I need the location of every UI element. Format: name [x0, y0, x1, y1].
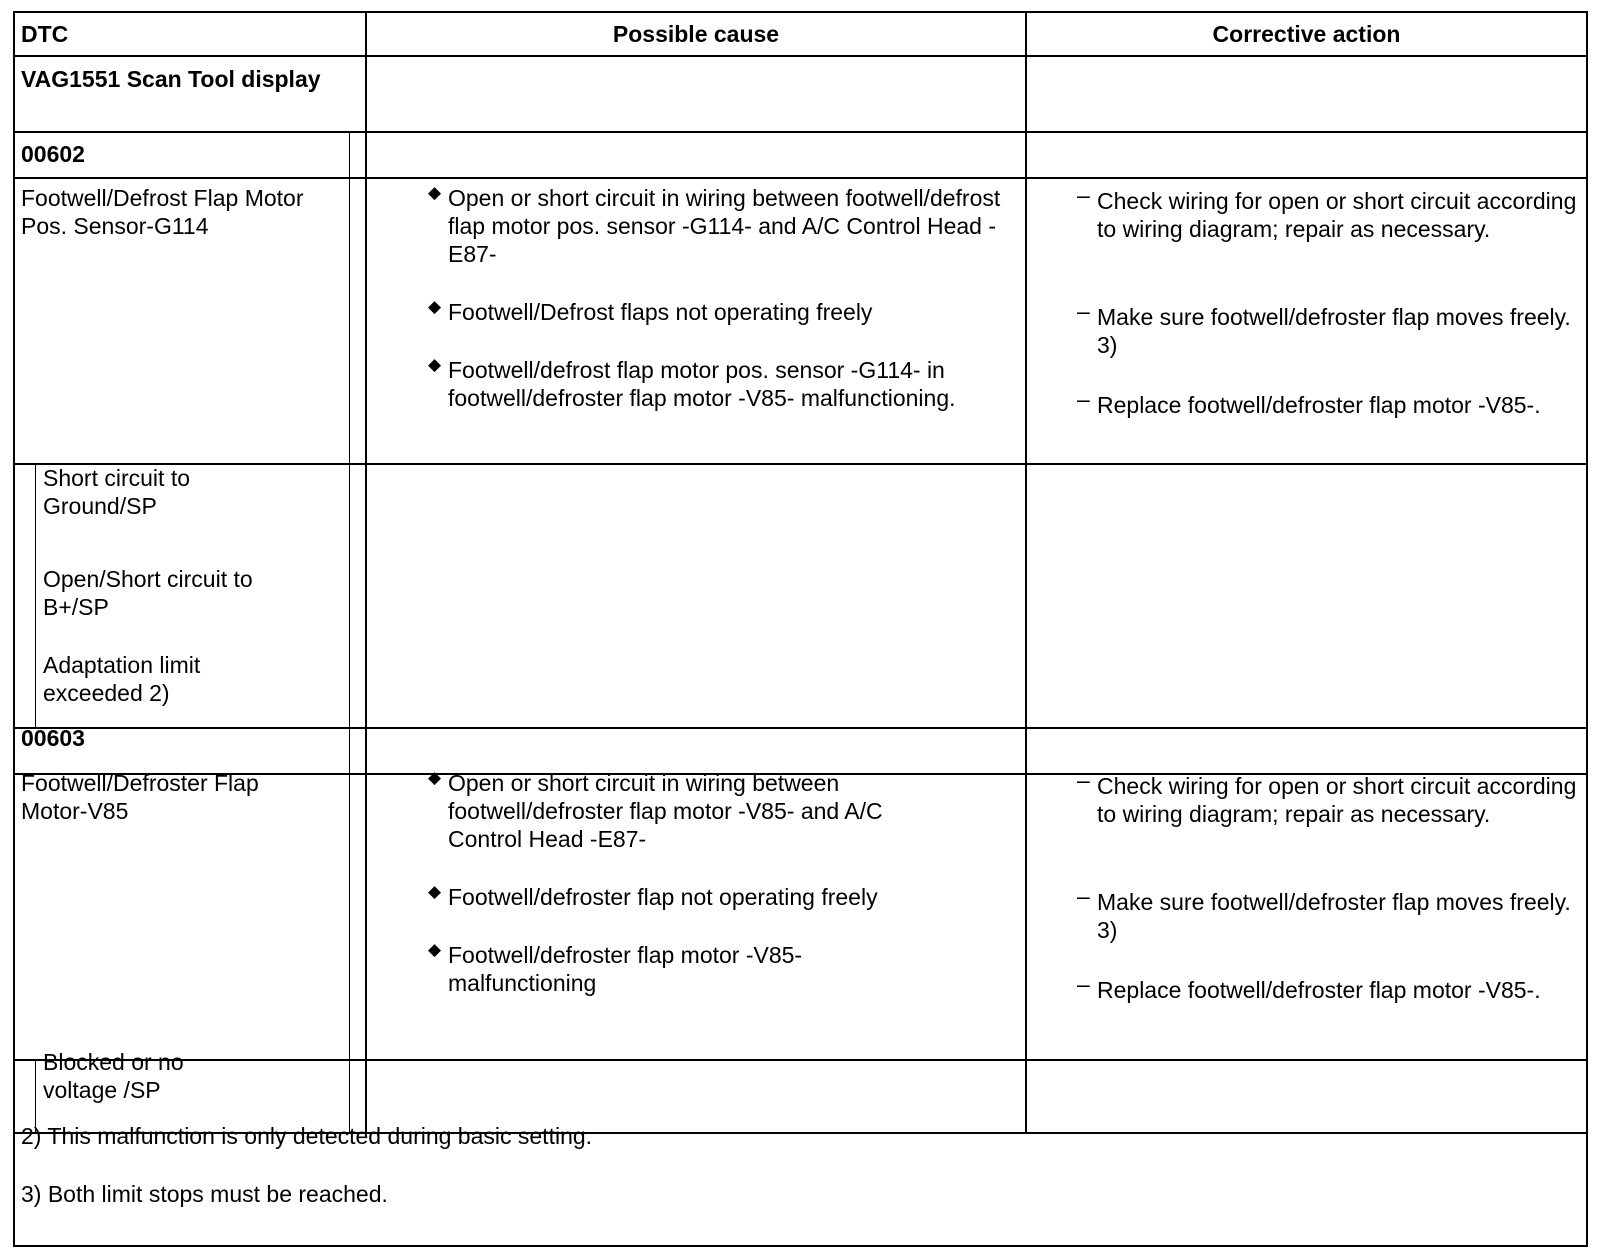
cause-text: Footwell/Defrost flaps not operating freely [448, 299, 873, 325]
indent-line [35, 463, 36, 727]
sub-condition: Short circuit to Ground/SP [43, 465, 190, 519]
dtc-code: 00603 [21, 725, 85, 751]
dtc-component: Footwell/Defrost Flap Motor Pos. Sensor-G114 [21, 185, 304, 239]
table-border-left [13, 11, 15, 1247]
cause-item [428, 183, 1028, 268]
dash-icon: – [1077, 298, 1090, 324]
action-item [1077, 971, 1567, 1004]
bullet-icon: ◆ [428, 183, 442, 202]
dash-icon: – [1077, 386, 1090, 412]
cause-item [428, 940, 868, 997]
cause-item [428, 882, 1028, 911]
action-item [1077, 182, 1577, 243]
action-text: Replace footwell/defroster flap motor -V85-. [1097, 977, 1541, 1003]
cause-item [428, 355, 1023, 412]
header-dtc: DTC [21, 21, 69, 47]
row-divider [13, 131, 1588, 133]
action-text: Replace footwell/defroster flap motor -V85-. [1097, 392, 1541, 418]
cause-text: Footwell/defrost flap motor pos. sensor -G114- in footwell/defroster flap motor -V85- malfunctioning. [448, 357, 956, 411]
action-text: Check wiring for open or short circuit according to wiring diagram; repair as necessary. [1097, 773, 1577, 827]
sub-condition: Blocked or no voltage /SP [43, 1049, 184, 1103]
col-divider [365, 11, 367, 1133]
cause-text: Footwell/defroster flap motor -V85- malfunctioning [448, 942, 803, 996]
bullet-icon: ◆ [428, 940, 442, 959]
cause-item [428, 297, 1028, 326]
row-divider [13, 55, 1588, 57]
dash-icon: – [1077, 883, 1090, 909]
cause-item [428, 768, 948, 853]
header-possible-cause: Possible cause [612, 21, 780, 47]
dash-icon: – [1077, 182, 1090, 208]
row-divider [13, 727, 1588, 729]
footnote: 2) This malfunction is only detected during basic setting. [21, 1123, 593, 1149]
cause-text: Footwell/defroster flap not operating freely [448, 884, 878, 910]
action-item [1077, 767, 1577, 828]
row-divider [13, 463, 1588, 465]
row-divider [13, 1059, 1588, 1061]
sub-condition: Open/Short circuit to B+/SP [43, 566, 253, 620]
table-border-right [1586, 11, 1588, 1247]
row-divider [13, 177, 1588, 179]
header-corrective-action: Corrective action [1212, 21, 1401, 47]
cause-text: Open or short circuit in wiring between footwell/defrost flap motor pos. sensor -G114- and A/C Control Head -E87- [448, 185, 1001, 267]
bullet-icon: ◆ [428, 297, 442, 316]
col-divider [1025, 11, 1027, 1133]
col-divider-thin [349, 131, 350, 1133]
action-item [1077, 298, 1577, 359]
dash-icon: – [1077, 971, 1090, 997]
dtc-component: Footwell/Defroster Flap Motor-V85 [21, 770, 259, 824]
dtc-table [13, 11, 1588, 1247]
bullet-icon: ◆ [428, 768, 442, 787]
dtc-code: 00602 [21, 141, 85, 167]
dash-icon: – [1077, 767, 1090, 793]
sub-condition: Adaptation limit exceeded 2) [43, 652, 201, 706]
cause-text: Open or short circuit in wiring between footwell/defroster flap motor -V85- and A/C Control Head -E87- [448, 770, 883, 852]
table-border-bottom [13, 1245, 1588, 1247]
action-item [1077, 386, 1567, 419]
bullet-icon: ◆ [428, 355, 442, 374]
action-text: Make sure footwell/defroster flap moves freely. 3) [1097, 304, 1571, 358]
action-item [1077, 883, 1577, 944]
bullet-icon: ◆ [428, 882, 442, 901]
action-text: Make sure footwell/defroster flap moves freely. 3) [1097, 889, 1571, 943]
scan-tool-label: VAG1551 Scan Tool display [21, 66, 321, 92]
action-text: Check wiring for open or short circuit according to wiring diagram; repair as necessary. [1097, 188, 1577, 242]
footnote: 3) Both limit stops must be reached. [21, 1181, 388, 1207]
table-border-top [13, 11, 1588, 13]
